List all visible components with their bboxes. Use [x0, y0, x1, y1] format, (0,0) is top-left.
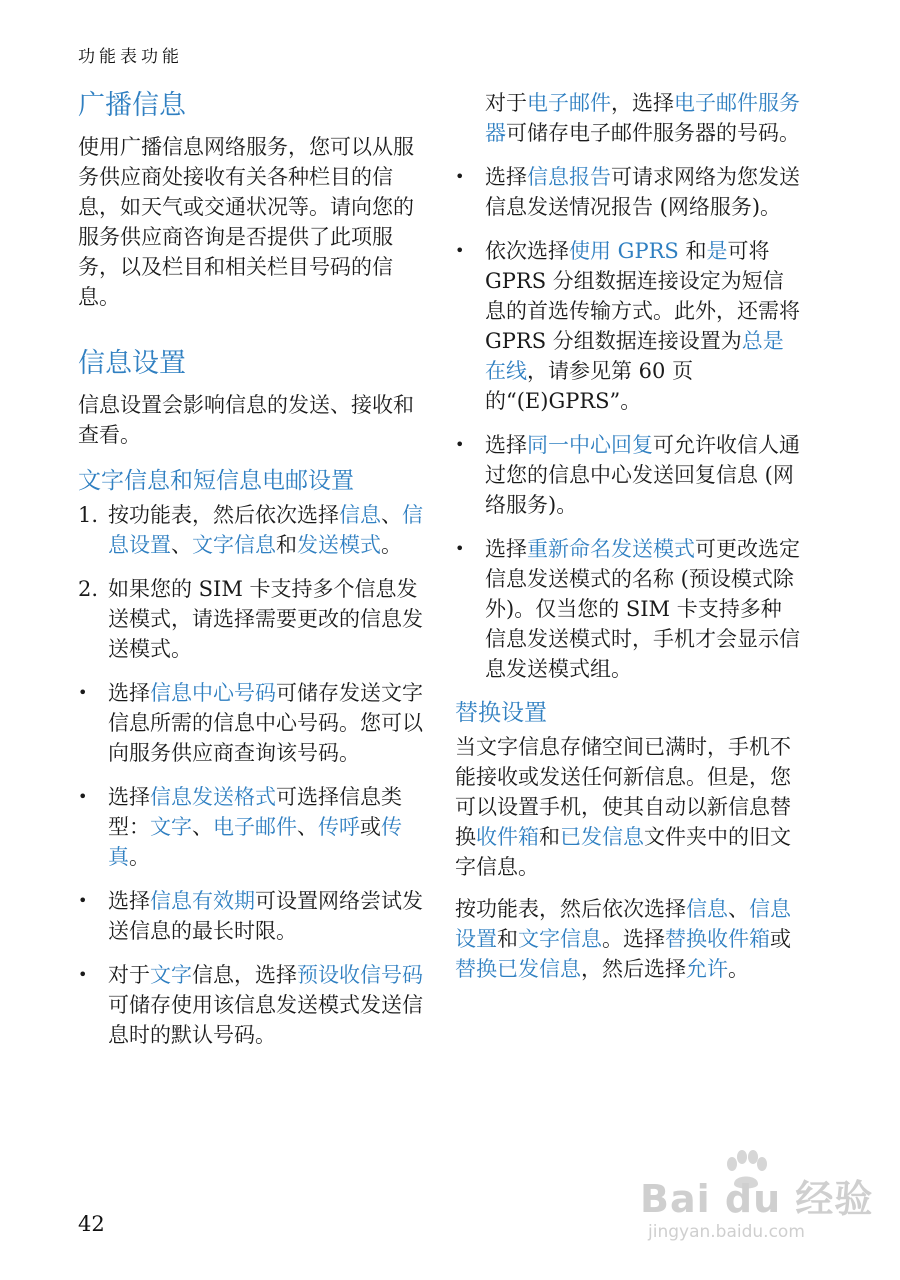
bullet-icon: • [78, 965, 88, 984]
link-term: 信息设置 [108, 503, 423, 557]
bullet-item: • 选择信息中心号码可储存发送文字信息所需的信息中心号码。您可以向服务供应商查询该号码。 [78, 678, 428, 768]
replace-paragraph-2: 按功能表，然后依次选择信息、信息设置和文字信息。选择替换收件箱或替换已发信息，然后选择允许。 [455, 897, 791, 981]
menu-term: 功能表 [129, 503, 192, 527]
link-term: 信息设置 [455, 897, 791, 951]
link-term: 收件箱 [476, 825, 539, 849]
link-term: 预设收信号码 [297, 963, 423, 987]
link-term: 信息发送格式 [150, 785, 276, 809]
bullet-item: • 选择同一中心回复可允许收信人通过您的信息中心发送回复信息 (网络服务)。 [455, 430, 800, 520]
link-term: 信息中心号码 [150, 681, 276, 705]
link-term: 发送模式 [297, 533, 381, 557]
link-term: 替换收件箱 [665, 927, 770, 951]
bullet-icon: • [455, 167, 465, 186]
link-term: 已发信息 [560, 825, 644, 849]
link-term: 信息报告 [527, 165, 611, 189]
bullet-item: • 选择信息有效期可设置网络尝试发送信息的最长时限。 [78, 886, 428, 946]
menu-term: 功能表 [476, 897, 539, 921]
link-term: 替换已发信息 [455, 957, 581, 981]
bullet-item: • 选择重新命名发送模式可更改选定信息发送模式的名称 (预设模式除外)。仅当您的 SIM 卡支持多种信息发送模式时，手机才会显示信息发送模式组。 [455, 534, 800, 684]
link-term: 使用 GPRS [569, 239, 679, 263]
page-number: 42 [78, 1212, 105, 1236]
link-term: 总是在线 [485, 329, 784, 383]
step-2: 2. 如果您的 SIM 卡支持多个信息发送模式，请选择需要更改的信息发送模式。 [78, 574, 428, 664]
broadcast-body: 使用广播信息网络服务，您可以从服务供应商处接收有关各种栏目的信息，如天气或交通状况等。请向您的服务供应商咨询是否提供了此项服务，以及栏目和相关栏目号码的信息。 [78, 135, 414, 309]
link-term: 电子邮件 [213, 815, 297, 839]
step-number: 1. [78, 503, 99, 527]
link-term: 重新命名发送模式 [527, 537, 695, 561]
link-term: 文字信息 [518, 927, 602, 951]
bullet-item: • 选择信息发送格式可选择信息类型：文字、电子邮件、传呼或传真。 [78, 782, 428, 872]
section-title-msg-settings: 信息设置 [78, 348, 186, 379]
watermark-logo: Bai du 经验 [640, 1177, 874, 1221]
bullet-item-continued: 对于电子邮件，选择电子邮件服务器可储存电子邮件服务器的号码。 [485, 91, 800, 145]
step-number: 2. [78, 577, 99, 601]
link-term: 同一中心回复 [527, 433, 653, 457]
link-term: 电子邮件服务器 [485, 91, 800, 145]
bullet-icon: • [455, 539, 465, 558]
bullet-icon: • [455, 241, 465, 260]
right-column [455, 88, 800, 984]
link-term: 文字 [150, 815, 192, 839]
watermark-url: jingyan.baidu.com [648, 1222, 805, 1242]
link-term: 传真 [108, 815, 402, 869]
section-title-broadcast: 广播信息 [78, 90, 186, 121]
subsection-title-replace: 替换设置 [455, 700, 547, 726]
bullet-icon: • [455, 435, 465, 454]
subsection-title-text-msg: 文字信息和短信息电邮设置 [78, 468, 354, 494]
bullet-icon: • [78, 683, 88, 702]
bullet-item: • 选择信息报告可请求网络为您发送信息发送情况报告 (网络服务)。 [455, 162, 800, 222]
bullet-item: • 依次选择使用 GPRS 和是可将 GPRS 分组数据连接设定为短信息的首选传输方式。此外，还需将 GPRS 分组数据连接设置为总是在线，请参见第 60 页的“(E)GPRS”。 [455, 236, 800, 416]
link-term: 文字信息 [192, 533, 276, 557]
link-term: 传呼 [318, 815, 360, 839]
bullet-icon: • [78, 787, 88, 806]
replace-paragraph-1: 当文字信息存储空间已满时，手机不能接收或发送任何新信息。但是，您可以设置手机，使其自动以新信息替换收件箱和已发信息文件夹中的旧文字信息。 [455, 735, 791, 879]
msg-settings-intro: 信息设置会影响信息的发送、接收和查看。 [78, 393, 414, 447]
running-header: 功能表功能 [78, 47, 183, 67]
step-1: 1. 按功能表，然后依次选择信息、信息设置、文字信息和发送模式。 [78, 500, 428, 560]
link-term: 是 [706, 239, 728, 263]
link-term: 电子邮件 [527, 91, 611, 115]
watermark [640, 1150, 874, 1260]
link-term: 信息 [686, 897, 728, 921]
bullet-icon: • [78, 891, 88, 910]
link-term: 文字 [150, 963, 192, 987]
left-column [78, 88, 428, 1064]
link-term: 允许 [686, 957, 728, 981]
link-term: 信息有效期 [150, 889, 255, 913]
bullet-item: • 对于文字信息，选择预设收信号码可储存使用该信息发送模式发送信息时的默认号码。 [78, 960, 428, 1050]
link-term: 信息 [339, 503, 381, 527]
